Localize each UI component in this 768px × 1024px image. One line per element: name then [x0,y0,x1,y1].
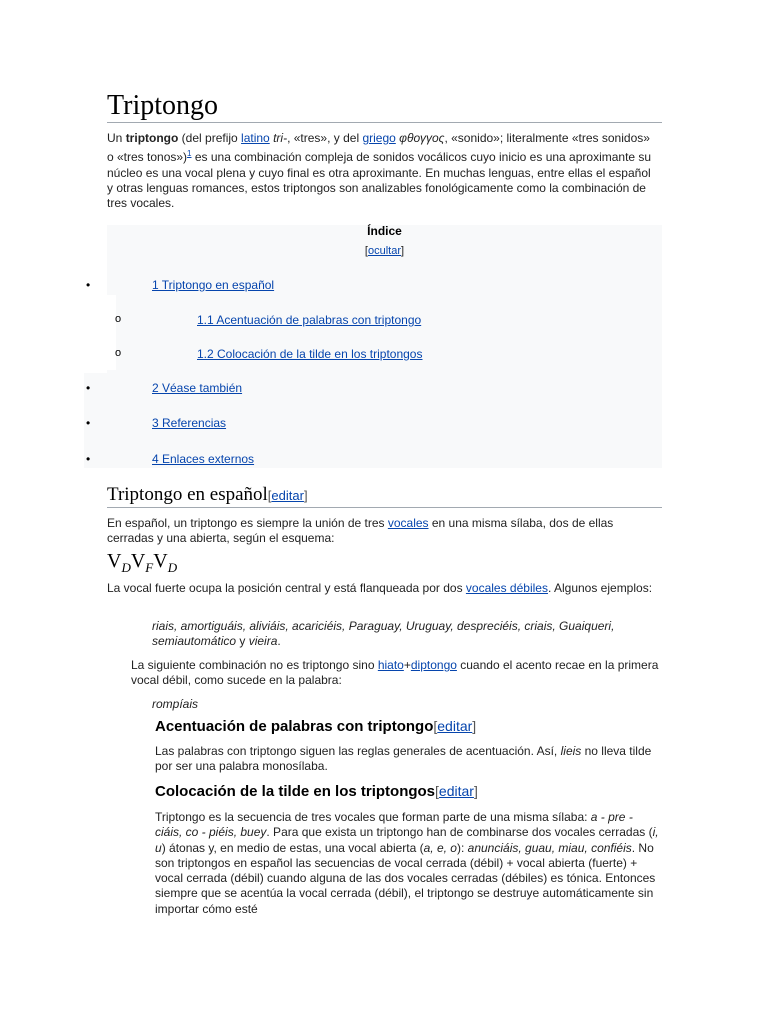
bracket: [ [364,245,368,257]
paragraph-italic: anunciáis, guau, miau, confiéis [467,840,632,855]
intro-italic: φθογγος [399,131,445,145]
toc-hide-link[interactable]: ocultar [367,245,402,257]
page-title: Triptongo [107,88,662,123]
formula-v: V [153,550,168,572]
toc-item[interactable]: 1.2 Colocación de la tilde en los triptongos [197,347,423,361]
list-bullet: o [115,347,122,359]
toc-gap [84,295,116,370]
link-vocales[interactable]: vocales [387,516,429,530]
paragraph-italic: lieis [560,744,582,758]
paragraph-text: en una misma sílaba, dos de ellas cerradas y una abierta, según el esquema: [107,516,614,546]
subsection-title: Colocación de la tilde en los triptongos [155,783,436,800]
paragraph-text: . [277,634,281,649]
paragraph-text: Las palabras con triptongo siguen las reglas generales de acentuación. Así, [155,744,561,758]
link-diptongo[interactable]: diptongo [410,658,457,672]
section-heading [107,483,662,508]
paragraph-text: cuando el acento recae en la primera vocal débil, como sucede en la palabra: [131,658,659,688]
list-bullet: • [86,278,91,292]
intro-italic: tri- [273,131,288,145]
paragraph-text: ) átonas y, en medio de estas, una vocal abierta ( [161,840,424,855]
list-bullet: • [86,381,91,395]
intro-text: es una combinación compleja de sonidos vocálicos cuyo inicio es una aproximante su núcleo es una vocal plena y cuyo final es otra aproximante. En muchas lenguas, entre ellas el español y otras lenguas romances, estos triptongos son analizables fonológicamente como la combinación de tres vocales. [107,150,652,211]
link-griego[interactable]: griego [362,131,396,145]
bracket: ] [473,783,478,799]
toc-item[interactable]: 4 Enlaces externos [152,452,255,466]
paragraph-italic: a, e, o [423,840,457,855]
link-hiato[interactable]: hiato [377,658,404,672]
intro-text: (del prefijo [178,131,242,145]
link-latino[interactable]: latino [241,131,270,145]
toc-item[interactable]: 2 Véase también [152,381,243,395]
paragraph-italic: a - pre - ciáis, co - piéis, buey [155,810,633,840]
paragraph-text: y [236,634,249,649]
subsection-paragraph [155,810,660,917]
section-paragraph [107,581,659,596]
toc-title: Índice [367,224,402,238]
link-vocales-debiles[interactable]: vocales débiles [465,581,548,595]
edit-link[interactable]: editar [438,783,474,799]
paragraph-text: La siguiente combinación no es triptongo sino [131,658,378,672]
formula-sub: D [121,560,131,575]
list-bullet: o [115,313,122,325]
bracket: ] [303,488,308,503]
bracket: [ [267,488,272,503]
formula-sub: D [167,560,178,575]
toc-item[interactable]: 1.1 Acentuación de palabras con triptongo [197,313,422,327]
toc-item[interactable]: 1 Triptongo en español [152,278,275,292]
subsection-heading [155,717,476,736]
formula [107,550,177,576]
paragraph-text: ): [456,840,468,855]
list-bullet: • [86,416,91,430]
bracket: [ [435,783,439,799]
toc-item[interactable]: 3 Referencias [152,416,227,430]
paragraph-text: La vocal fuerte ocupa la posición central y está flanqueada por dos [107,581,466,595]
intro-text: , «tres», y del [287,131,363,145]
section-paragraph [107,516,659,547]
examples-italic: vieira [248,634,278,649]
bracket: ] [472,718,477,734]
intro-text: , «sonido»; literalmente «tres sonidos» o «tres tonos») [107,131,650,165]
paragraph-text: En español, un triptongo es siempre la unión de tres [107,516,388,530]
paragraph-text: . Para que exista un triptongo han de combinarse dos vocales cerradas ( [266,825,653,840]
examples-italic: riais, amortiguáis, aliviáis, acariciéis, Paraguay, Uruguay, despreciéis, criais, Guaiqueri, semiautomático [152,619,615,649]
edit-link[interactable]: editar [271,488,304,503]
formula-sub: F [145,560,154,575]
example-word: rompíais [152,697,199,711]
intro-text: Un [107,131,126,145]
reference-link[interactable]: 1 [187,149,192,159]
subsection-heading [155,782,478,801]
paragraph-text: + [403,658,411,672]
list-bullet: • [86,452,91,466]
bracket: ] [401,245,405,257]
paragraph-text: Triptongo es la secuencia de tres vocales que forman parte de una misma sílaba: [155,810,591,824]
edit-link[interactable]: editar [437,718,473,734]
section-title: Triptongo en español [107,484,268,505]
intro-bold-term: triptongo [125,131,179,145]
toc-toggle [107,245,662,257]
examples-paragraph [152,619,662,650]
section-paragraph [131,658,661,689]
paragraph-text: . Algunos ejemplos: [547,581,653,595]
paragraph-italic: i, u [155,825,659,855]
paragraph-text: . No son triptongos en español las secuencias de vocal cerrada (débil) + vocal abierta (fuerte) + vocal cerrada (débil) cuando alguna de las dos vocales cerradas (débiles) es tónica. Entonces siempre que se acentúa la vocal cerrada (débil), el triptongo se destruye automáticamente sin importar cómo esté [155,840,656,916]
subsection-title: Acentuación de palabras con triptongo [155,718,434,735]
formula-v: V [130,550,146,572]
paragraph-text: no lleva tilde por ser una palabra monosílaba. [155,744,652,774]
bracket: [ [433,718,438,734]
intro-paragraph [107,131,659,211]
formula-v: V [107,550,122,572]
subsection-paragraph [155,744,660,775]
